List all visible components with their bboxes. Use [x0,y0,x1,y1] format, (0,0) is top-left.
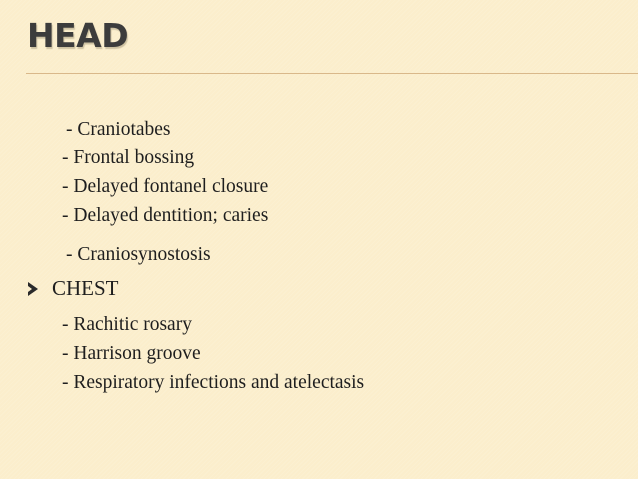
head-item-craniotabes: - Craniotabes [66,119,171,140]
chest-item-rosary: - Rachitic rosary [62,314,192,335]
chest-item-respiratory: - Respiratory infections and atelectasis [62,372,365,393]
head-item-frontal-bossing: - Frontal bossing [62,147,195,168]
slide-title: HEAD [27,16,129,55]
head-item-fontanel: - Delayed fontanel closure [62,176,269,197]
section-heading-chest: CHEST [52,276,119,300]
arrow-bullet-icon [28,282,38,296]
title-divider [26,73,638,74]
chest-item-harrison: - Harrison groove [62,343,201,364]
head-item-craniosynostosis: - Craniosynostosis [66,244,211,265]
head-item-dentition: - Delayed dentition; caries [62,205,269,226]
